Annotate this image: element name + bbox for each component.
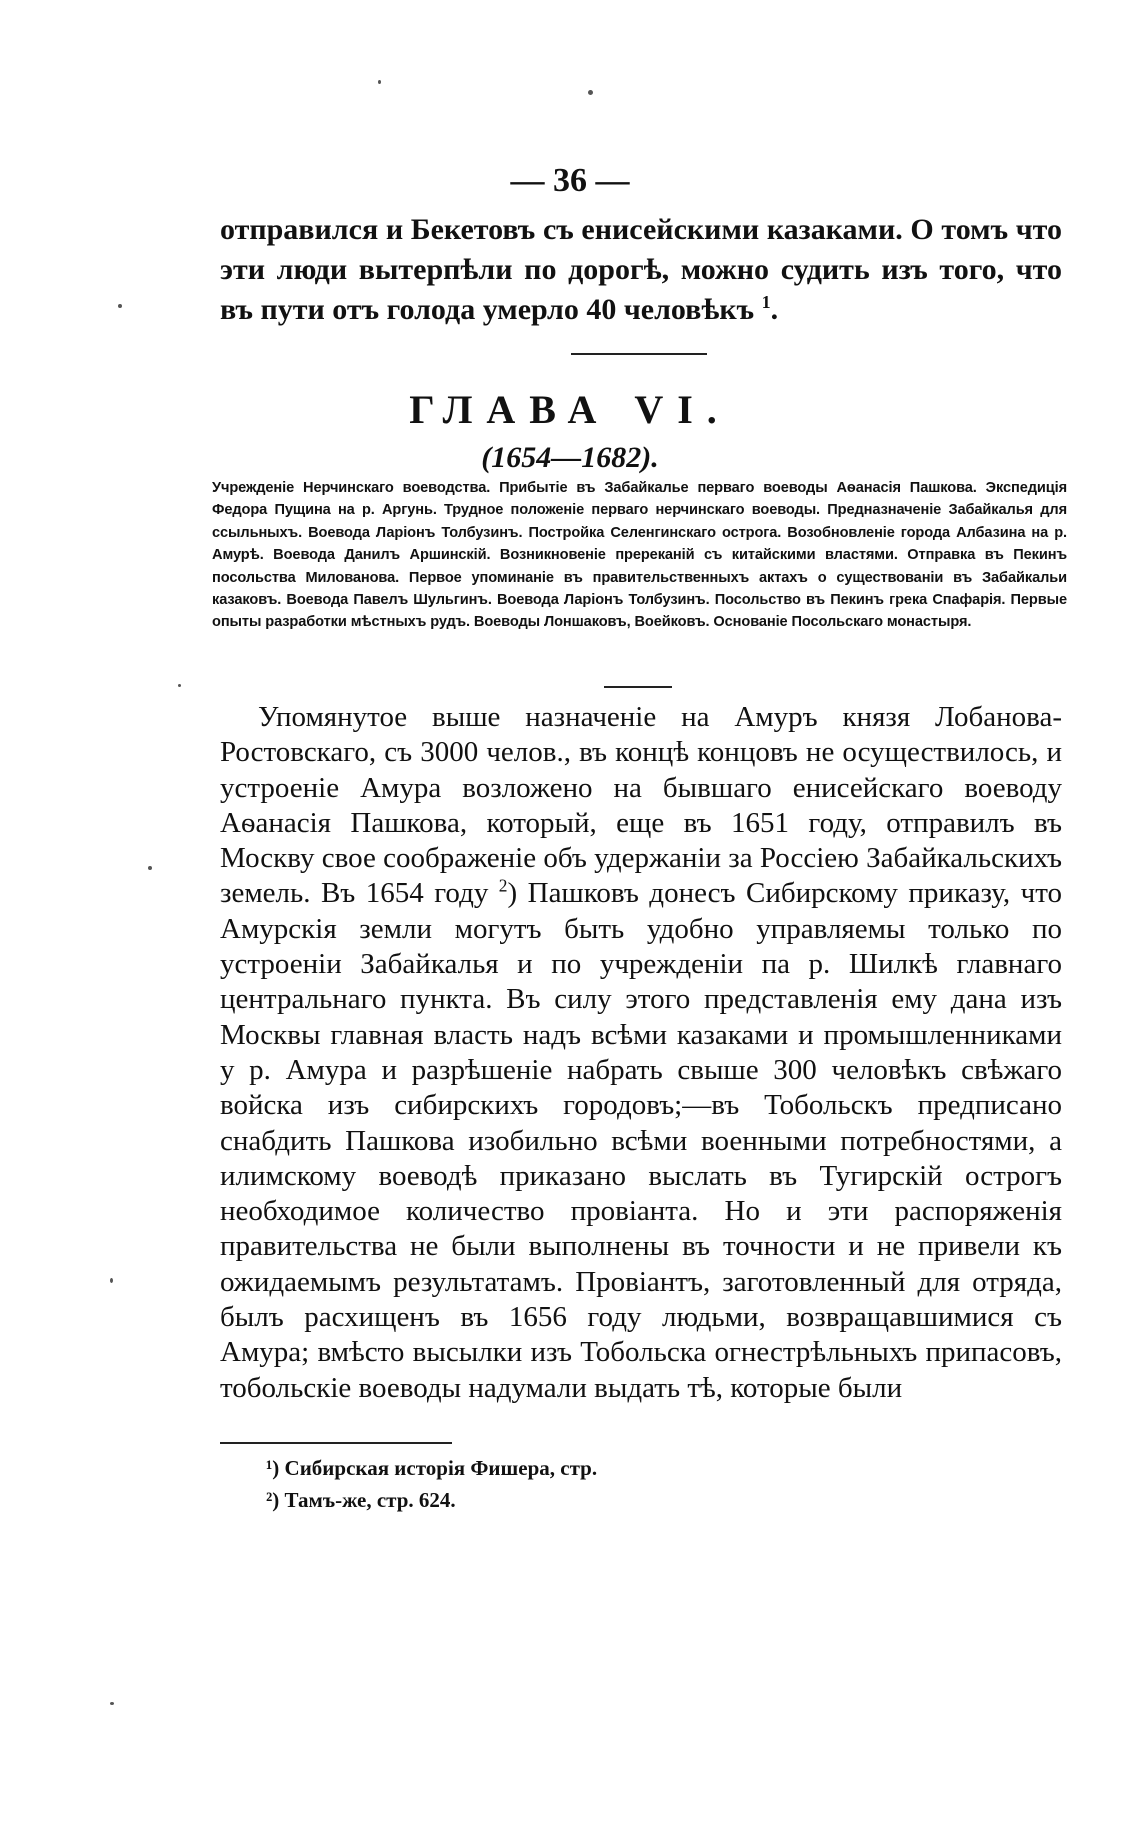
chapter-title: ГЛАВА VI. xyxy=(409,387,731,432)
chapter-summary: Учрежденіе Нерчинскаго воеводства. Прибытіе въ Забайкалье перваго воеводы Аѳанасія Пашкова. Экспедиція Федора Пущина на р. Аргунь. Трудное положеніе перваго нерчинскаго воеводы. Предназначеніе Забайкалья для ссыльныхъ. Воевода Ларіонъ Толбузинъ. Постройка Селенгинскаго острога. Возобновленіе города Албазина на р. Амурѣ. Воевода Данилъ Аршинскій. Возникновеніе пререканій съ китайскими властями. Отправка въ Пекинъ посольства Милованова. Первое упоминаніе въ правительственныхъ актахъ о существованіи въ Забайкальи казаковъ. Воевода Павелъ Шульгинъ. Воевода Ларіонъ Толбузинъ. Посольство въ Пекинъ грека Спафарія. Первые опыты разработки мѣстныхъ рудъ. Воеводы Лоншаковъ, Воейковъ. Основаніе Посольскаго монастыря. xyxy=(212,480,1067,631)
summary-divider xyxy=(604,686,672,688)
chapter-years: (1654—1682). xyxy=(481,441,659,474)
intro-tail: . xyxy=(770,293,779,326)
scan-speck xyxy=(378,80,381,84)
body-text-part1: Упомянутое выше назначеніе на Амуръ князя Лобанова-Ростовскаго, съ 3000 челов., въ концѣ концовъ не осуществилось, и устроеніе Амура возложено на бывшаго енисейскаго воеводу Аѳанасія Пашкова, который, еще въ 1651 году, отправилъ въ Москву свое соображеніе объ удержаніи за Россіею Забайкальскихъ земель. Въ 1654 году xyxy=(220,701,1062,910)
footnote-2-text: Тамъ-же, стр. 624. xyxy=(279,1488,456,1512)
body-text-part2: ) Пашковъ донесъ Сибирскому приказу, что Амурскія земли могутъ быть удобно управляемы только по устроеніи Забайкалья и по учрежденіи па р. Шилкѣ главнаго центральнаго пункта. Въ силу этого представленія ему дана изъ Москвы главная власть надъ всѣми казаками и промышленниками у р. Амура и разрѣшеніе набрать свыше 300 человѣкъ свѣжаго войска изъ сибирскихъ городовъ;—въ Тобольскъ предписано снабдить Пашкова изобильно всѣми военными потребностями, а илимскому воеводѣ приказано выслать въ Тугирскій острогъ необходимое количество провіанта. Но и эти распоряженія правительства не были выполнены въ точности и не привели къ ожидаемымъ результатамъ. Провіантъ, заготовленный для отряда, былъ расхищенъ въ 1656 году людьми, возвращавшимися съ Амура; вмѣсто высылки изъ Тобольска огнестрѣльныхъ припасовъ, тобольскіе воеводы надумали выдать тѣ, которые были xyxy=(220,877,1062,1404)
scan-speck xyxy=(118,304,122,308)
scan-speck xyxy=(588,90,593,95)
footnote-1-text: Сибирская исторія Фишера, стр. xyxy=(279,1456,598,1480)
scan-speck xyxy=(148,866,152,870)
intro-paragraph xyxy=(220,210,1062,330)
scan-speck xyxy=(110,1278,113,1283)
footnote-2 xyxy=(266,1484,1026,1516)
body-paragraph xyxy=(220,700,1062,1406)
page-number: — 36 — xyxy=(510,162,630,199)
footnote-divider xyxy=(220,1442,452,1444)
footnote-ref-2[interactable]: 2 xyxy=(498,875,508,896)
section-divider xyxy=(571,353,707,355)
footnote-1-mark: ¹) xyxy=(266,1456,280,1480)
footnotes xyxy=(266,1452,1026,1516)
footnote-ref-1[interactable]: 1 xyxy=(761,292,771,312)
intro-text: отправился и Бекетовъ съ енисейскими казаками. О томъ что эти люди вытерпѣли по дорогѣ, можно судить изъ того, что въ пути отъ голода умерло 40 человѣкъ xyxy=(220,213,1062,326)
scan-speck xyxy=(110,1702,114,1705)
scan-speck xyxy=(178,684,181,687)
footnote-1 xyxy=(266,1452,1026,1484)
footnote-2-mark: ²) xyxy=(266,1488,280,1512)
